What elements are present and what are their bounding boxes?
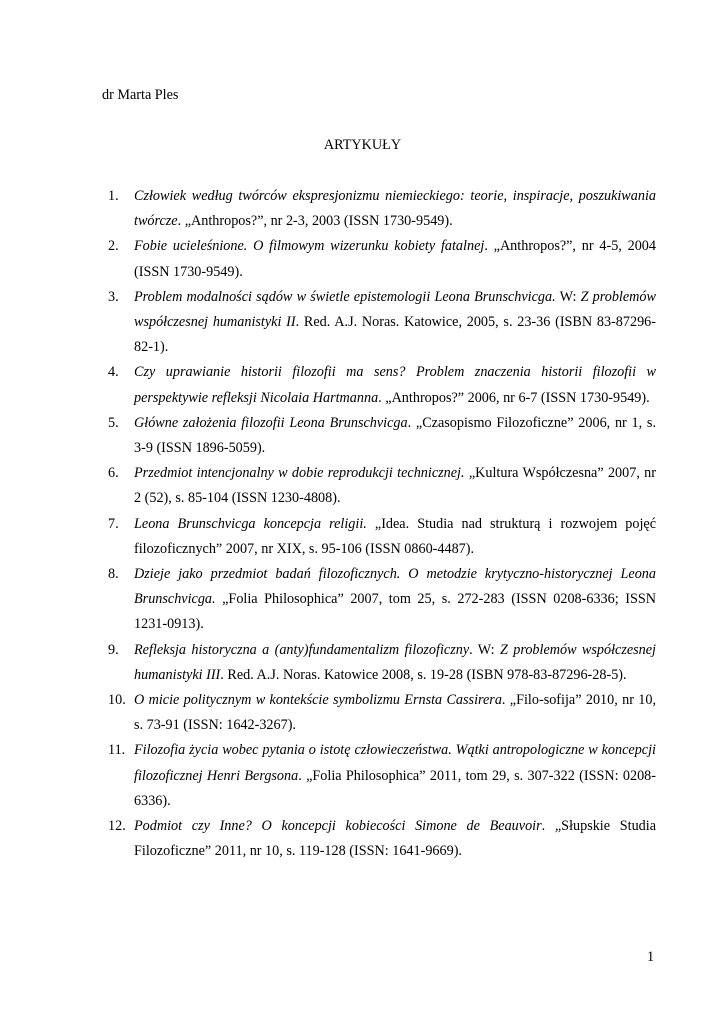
article-number: 7. [108, 515, 119, 532]
article-title: Problem modalności sądów w świetle epistemologii Leona Brunschvicga. [134, 288, 556, 305]
article-item [108, 411, 656, 461]
article-title: Przedmiot intencjonalny w dobie reprodukcji technicznej. [134, 465, 465, 482]
article-source: „Idea. Studia nad strukturą i rozwojem pojęć filozoficznych” 2007, nr XIX, s. 95-106 (ISSN 0860-4487). [134, 515, 657, 557]
article-text [134, 285, 656, 361]
article-source: . „Anthropos?” 2006, nr 6-7 (ISSN 1730-9549). [378, 389, 650, 406]
article-item [108, 738, 656, 814]
article-title: Czy uprawianie historii filozofii ma sens? Problem znaczenia historii filozofii w perspektywie refleksji Nicolaia Hartmanna [134, 364, 656, 406]
article-text [134, 411, 656, 461]
article-number: 10. [108, 692, 126, 709]
article-source: . „Anthropos?”, nr 4-5, 2004 (ISSN 1730-9549). [134, 238, 656, 280]
article-title: O micie politycznym w kontekście symbolizmu Ernsta Cassirera [134, 692, 502, 709]
article-number: 8. [108, 566, 119, 583]
article-source: . „Anthropos?”, nr 2-3, 2003 (ISSN 1730-9549). [177, 213, 453, 230]
article-item [108, 512, 656, 562]
article-text [134, 688, 656, 738]
article-item [108, 360, 656, 410]
article-number: 6. [108, 465, 119, 482]
article-title: Człowiek według twórców ekspresjonizmu niemieckiego: teorie, inspiracje, poszukiwania twórcze [134, 188, 656, 230]
article-text [134, 234, 656, 284]
section-heading: ARTYKUŁY [323, 137, 402, 153]
article-source: . „Filo-sofija” 2010, nr 10, s. 73-91 (ISSN: 1642-3267). [134, 692, 656, 734]
article-title: Główne założenia filozofii Leona Brunschvicga [134, 414, 408, 431]
article-number: 9. [108, 641, 119, 658]
article-source: . W: [469, 641, 500, 658]
article-title: Dzieje jako przedmiot badań filozoficznych. O metodzie krytyczno-historycznej Leona Brunschvicga. [134, 566, 656, 608]
article-title: Leona Brunschvicga koncepcja religii. [134, 515, 367, 532]
article-number: 12. [108, 818, 126, 835]
article-item [108, 638, 656, 688]
article-text [134, 638, 656, 688]
book-title: Z problemów współczesnej humanistyki II [134, 288, 656, 331]
article-item [108, 688, 656, 738]
article-title: Podmiot czy Inne? O koncepcji kobiecości Simone de Beauvoir [134, 818, 542, 835]
article-text [134, 562, 656, 638]
article-number: 3. [108, 288, 119, 305]
article-item [108, 285, 656, 361]
article-item [108, 814, 656, 864]
article-text [134, 512, 656, 562]
article-source: „Folia Philosophica” 2007, tom 25, s. 272-283 (ISSN 0208-6336; ISSN 1231-0913). [134, 591, 656, 633]
page-number: 1 [647, 949, 655, 965]
article-source: W: [555, 288, 581, 305]
article-item [108, 184, 656, 234]
article-text [134, 360, 656, 410]
article-source: . „Słupskie Studia Filozoficzne” 2011, nr 10, s. 119-128 (ISSN: 1641-9669). [134, 818, 656, 860]
article-list [108, 184, 656, 864]
article-item [108, 234, 656, 284]
article-text [134, 738, 656, 814]
article-source: . „Czasopismo Filozoficzne” 2006, nr 1, s. 3-9 (ISSN 1896-5059). [134, 414, 657, 457]
article-text [134, 814, 656, 864]
book-title: Z problemów współczesnej humanistyki III [134, 641, 656, 683]
article-title: Refleksja historyczna a (anty)fundamentalizm filozoficzny [134, 641, 470, 658]
article-text [134, 461, 656, 511]
book-source: . Red. A.J. Noras. Katowice 2008, s. 19-28 (ISBN 978-83-87296-28-5). [220, 666, 627, 683]
article-number: 4. [108, 364, 119, 381]
article-number: 11. [108, 742, 126, 759]
article-source: . „Folia Philosophica” 2011, tom 29, s. 307-322 (ISSN: 0208-6336). [134, 767, 656, 809]
article-number: 2. [108, 238, 119, 255]
article-title: Fobie ucieleśnione. O filmowym wizerunku kobiety fatalnej [134, 238, 485, 255]
article-text [134, 184, 656, 234]
article-title: Filozofia życia wobec pytania o istotę człowieczeństwa. Wątki antropologiczne w koncepcji filozoficznej Henri Bergsona [134, 742, 656, 784]
article-source: „Kultura Współczesna” 2007, nr 2 (52), s. 85-104 (ISSN 1230-4808). [134, 465, 656, 507]
book-source: . Red. A.J. Noras. Katowice, 2005, s. 23-36 (ISBN 83-87296-82-1). [134, 314, 657, 356]
article-number: 5. [108, 414, 119, 431]
author-name: dr Marta Ples [102, 87, 179, 103]
article-item [108, 461, 656, 511]
article-number: 1. [108, 188, 119, 204]
article-item [108, 562, 656, 638]
